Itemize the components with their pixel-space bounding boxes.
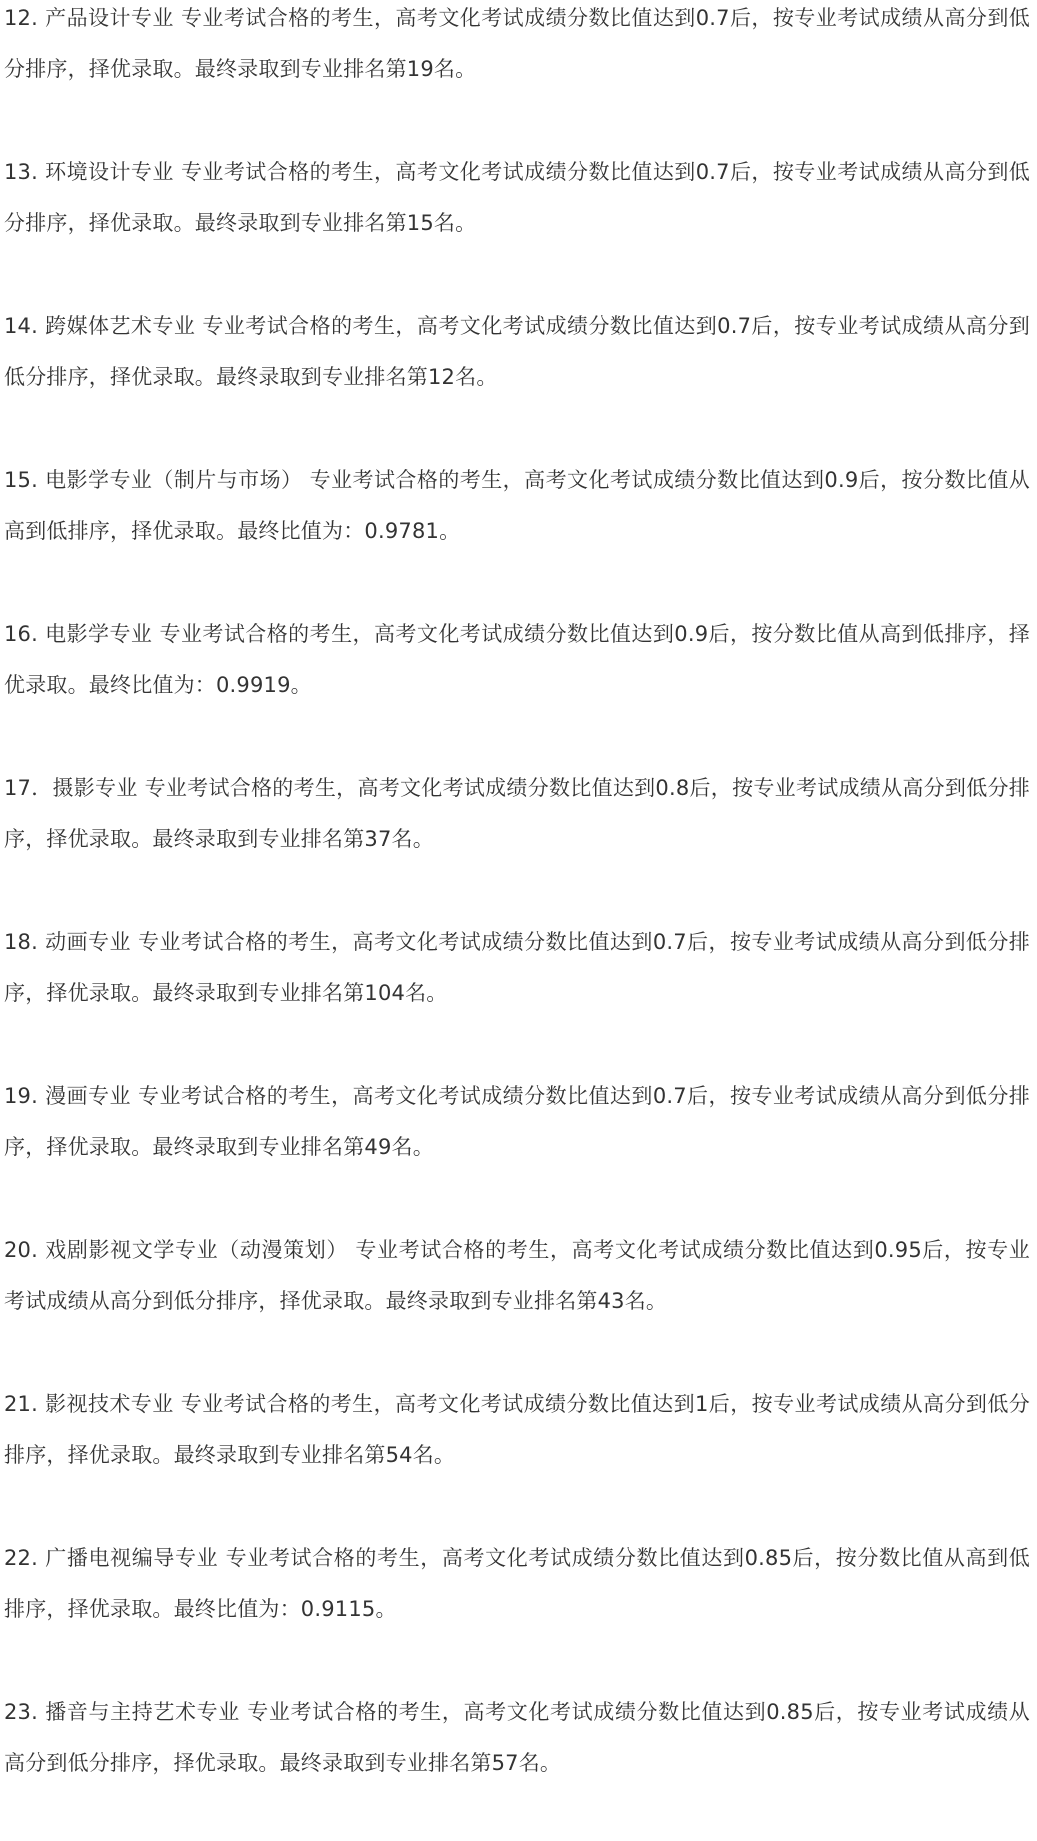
entry-14-cross-media-art: 14. 跨媒体艺术专业 专业考试合格的考生，高考文化考试成绩分数比值达到0.7后，按专业考试成绩从高分到低分排序，择优录取。最终录取到专业排名第12名。 [4,314,1030,389]
entry-23-broadcasting-hosting-art: 23. 播音与主持艺术专业 专业考试合格的考生，高考文化考试成绩分数比值达到0.85后，按专业考试成绩从高分到低分排序，择优录取。最终录取到专业排名第57名。 [4,1700,1030,1775]
entry-20-drama-film-literature-anime-planning: 20. 戏剧影视文学专业（动漫策划） 专业考试合格的考生，高考文化考试成绩分数比值达到0.95后，按专业考试成绩从高分到低分排序，择优录取。最终录取到专业排名第43名。 [4,1238,1030,1313]
entry-22-broadcast-tv-directing: 22. 广播电视编导专业 专业考试合格的考生，高考文化考试成绩分数比值达到0.85后，按分数比值从高到低排序，择优录取。最终比值为：0.9115。 [4,1546,1030,1621]
entry-19-comics: 19. 漫画专业 专业考试合格的考生，高考文化考试成绩分数比值达到0.7后，按专业考试成绩从高分到低分排序，择优录取。最终录取到专业排名第49名。 [4,1084,1030,1159]
entry-18-animation: 18. 动画专业 专业考试合格的考生，高考文化考试成绩分数比值达到0.7后，按专业考试成绩从高分到低分排序，择优录取。最终录取到专业排名第104名。 [4,930,1030,1005]
entry-21-film-technology: 21. 影视技术专业 专业考试合格的考生，高考文化考试成绩分数比值达到1后，按专业考试成绩从高分到低分排序，择优录取。最终录取到专业排名第54名。 [4,1392,1030,1467]
entry-15-film-studies-production-marketing: 15. 电影学专业（制片与市场） 专业考试合格的考生，高考文化考试成绩分数比值达到0.9后，按分数比值从高到低排序，择优录取。最终比值为：0.9781。 [4,468,1030,543]
entry-17-photography: 17．摄影专业 专业考试合格的考生，高考文化考试成绩分数比值达到0.8后，按专业考试成绩从高分到低分排序，择优录取。最终录取到专业排名第37名。 [4,776,1030,851]
document-body [4,0,1030,1841]
entry-13-environmental-design: 13. 环境设计专业 专业考试合格的考生，高考文化考试成绩分数比值达到0.7后，按专业考试成绩从高分到低分排序，择优录取。最终录取到专业排名第15名。 [4,160,1030,235]
entry-12-product-design: 12. 产品设计专业 专业考试合格的考生，高考文化考试成绩分数比值达到0.7后，按专业考试成绩从高分到低分排序，择优录取。最终录取到专业排名第19名。 [4,6,1030,81]
entry-16-film-studies: 16. 电影学专业 专业考试合格的考生，高考文化考试成绩分数比值达到0.9后，按分数比值从高到低排序，择优录取。最终比值为：0.9919。 [4,622,1030,697]
